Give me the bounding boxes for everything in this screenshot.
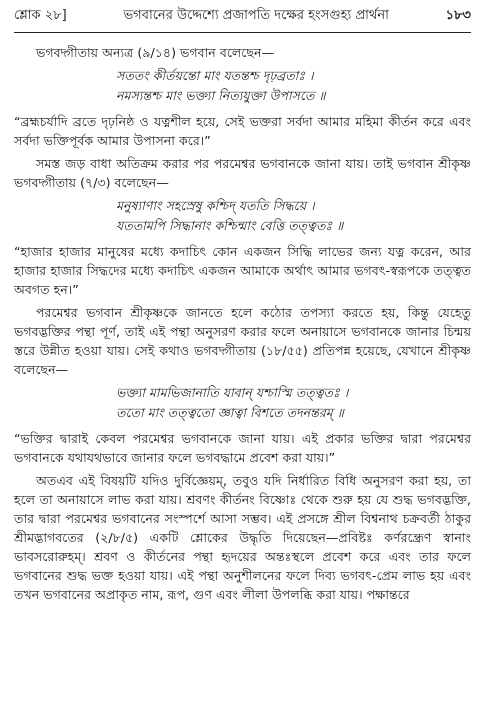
verse-line: নমস্যন্তশ্চ মাং ভক্ত্যা নিত্যযুক্তা উপাসতে ॥	[116, 88, 326, 103]
sanskrit-verse	[14, 66, 471, 106]
translation-quote: “ব্রহ্মচর্যাদি ব্রতে দৃঢ়নিষ্ঠ ও যত্নশীল হয়ে, সেই ভক্তরা সর্বদা আমার মহিমা কীর্তন করে এবং সর্বদা ভক্তিপূর্বক আমার উপাসনা করে।”	[14, 114, 471, 148]
verse-reference: শ্লোক ২৮]	[14, 8, 67, 23]
verse-line: ভক্ত্যা মামভিজানাতি যাবান্ যশ্চাস্মি তত্ত্বতঃ ।	[116, 385, 349, 400]
chapter-title: ভগবানের উদ্দেশ্যে প্রজাপতি দক্ষের হংসগুহ্য প্রার্থনা	[123, 8, 389, 23]
body-paragraph: পরমেশ্বর ভগবান শ্রীকৃষ্ণকে জানতে হলে কঠোর তপস্যা করতে হয়, কিন্তু যেহেতু ভগবদ্ভক্তির পন্থা পূর্ণ, তাই এই পন্থা অনুসরণ করার ফলে অনায়াসে ভগবানকে জানার চিন্ময় স্তরে উন্নীত হওয়া যায়। সেই কথাও ভগবদ্গীতায় (১৮/৫৫) প্রতিপন্ন হয়েছে, যেখানে শ্রীকৃষ্ণ বলেছেন—	[14, 305, 471, 377]
sanskrit-verse	[14, 196, 471, 236]
translation-quote: “ভক্তির দ্বারাই কেবল পরমেশ্বর ভগবানকে জানা যায়। এই প্রকার ভক্তির দ্বারা পরমেশ্বর ভগবানকে যথাযথভাবে জানার ফলে ভগবদ্ধামে প্রবেশ করা যায়।”	[14, 431, 471, 465]
running-header	[14, 6, 471, 33]
body-paragraph: অতএব এই বিষয়টি যদিও দুর্বিজ্ঞেয়ম্, তবুও যদি নির্ধারিত বিধি অনুসরণ করা হয়, তা হলে তা অনায়াসে লাভ করা যায়। শ্রবণং কীর্তনং বিষ্ণোঃ থেকে শুরু হয় যে শুদ্ধ ভগবদ্ভক্তি, তার দ্বারা পরমেশ্বর ভগবানের সংস্পর্শে আসা সম্ভব। এই প্রসঙ্গে শ্রীল বিশ্বনাথ চক্রবর্তী ঠাকুর শ্রীমদ্ভাগবতের (২/৮/৫) একটি শ্লোকের উদ্ধৃতি দিয়েছেন—প্রবিষ্টঃ কর্ণরন্ধ্রেণ স্বানাং ভাবসরোরুহম্। শ্রবণ ও কীর্তনের পন্থা হৃদয়ের অন্তঃস্থলে প্রবেশ করে এবং তার ফলে ভগবানের শুদ্ধ ভক্ত হওয়া যায়। এই পন্থা অনুশীলনের ফলে দিব্য ভগবৎ-প্রেম লাভ হয় এবং তখন ভগবানের অপ্রাকৃত নাম, রূপ, গুণ এবং লীলা উপলব্ধি করা যায়। পক্ষান্তরে	[14, 473, 471, 602]
translation-quote: “হাজার হাজার মানুষের মধ্যে কদাচিৎ কোন একজন সিদ্ধি লাভের জন্য যত্ন করেন, আর হাজার হাজার সিদ্ধদের মধ্যে কদাচিৎ একজন আমাকে অর্থাৎ আমার ভগবৎ-স্বরূপকে তত্ত্বত অবগত হন।”	[14, 244, 471, 297]
verse-line: মনুষ্যাণাং সহস্রেষু কশ্চিদ্ যততি সিদ্ধয়ে ।	[116, 198, 315, 213]
verse-line: ততো মাং তত্ত্বতো জ্ঞাত্বা বিশতে তদনন্তরম্ ॥	[116, 405, 344, 420]
body-paragraph: সমস্ত জড় বাধা অতিক্রম করার পর পরমেশ্বর ভগবানকে জানা যায়। তাই ভগবান শ্রীকৃষ্ণ ভগবদ্গীতায় (৭/৩) বলেছেন—	[14, 156, 471, 190]
intro-line: ভগবদ্গীতায় অন্যত্র (৯/১৪) ভগবান বলেছেন—	[36, 45, 275, 60]
verse-line: যততামপি সিদ্ধানাং কশ্চিন্মাং বেত্তি তত্ত্বতঃ ॥	[116, 218, 344, 233]
page-number: ১৮৩	[445, 8, 471, 23]
sanskrit-verse	[14, 383, 471, 423]
verse-line: সততং কীর্তয়ন্তো মাং যতন্তশ্চ দৃঢ়ব্রতাঃ ।	[116, 68, 314, 83]
